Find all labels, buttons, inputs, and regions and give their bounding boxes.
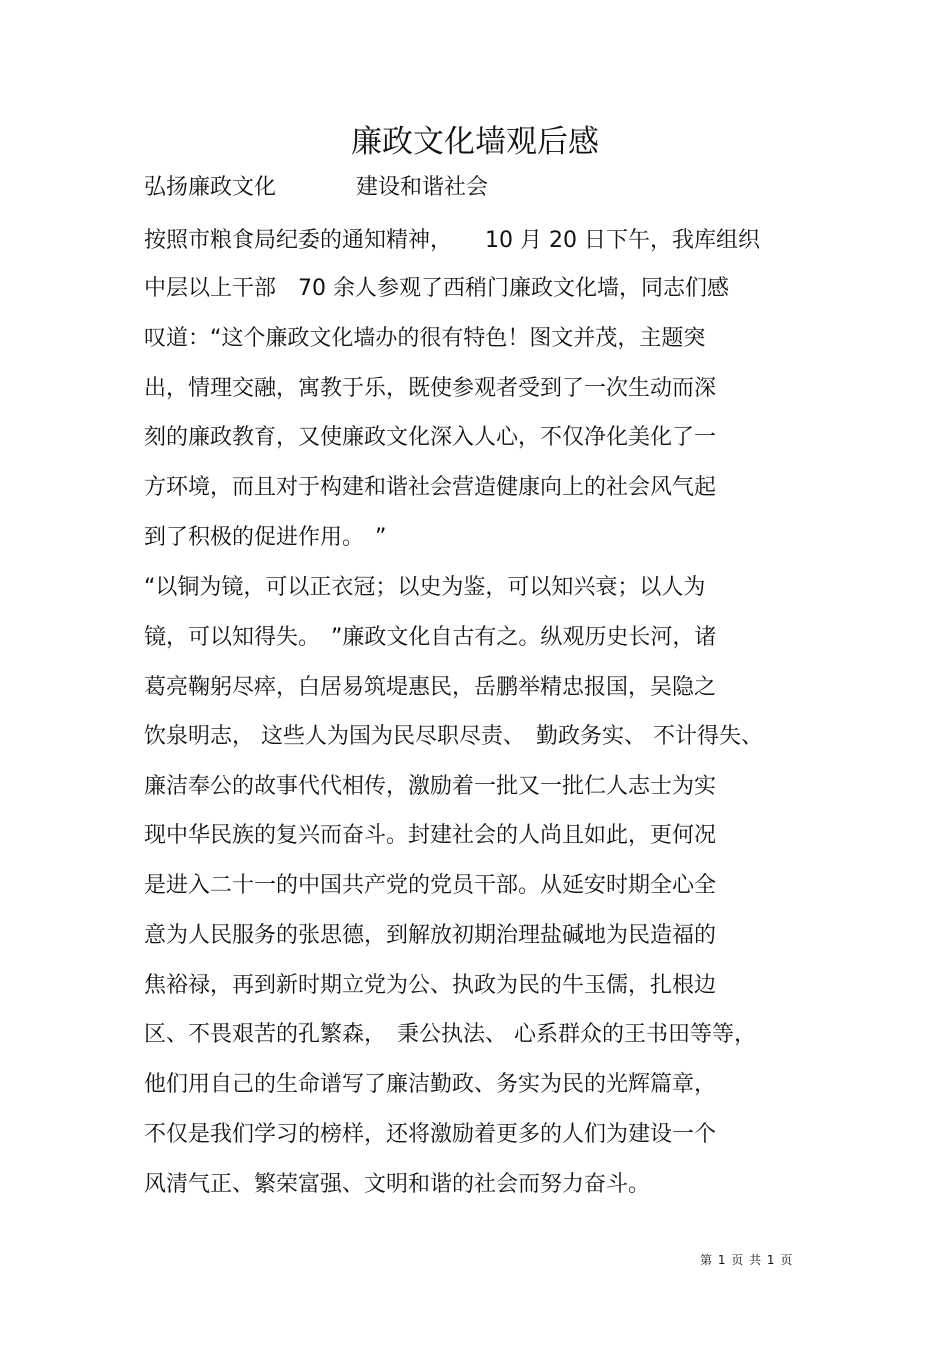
body-line: 中层以上干部 70 余人参观了西稍门廉政文化墙，同志们感 [144, 276, 729, 301]
body-line: “以铜为镜，可以正衣冠；以史为鉴，可以知兴衰；以人为 [144, 575, 706, 600]
subtitle-right: 建设和谐社会 [356, 175, 489, 200]
body-line: 他们用自己的生命谱写了廉洁勤政、务实为民的光辉篇章， [144, 1072, 717, 1097]
body-line: 到了积极的促进作用。 ” [144, 525, 387, 550]
body-line: 现中华民族的复兴而奋斗。封建社会的人尚且如此，更何况 [144, 823, 717, 848]
body-line: 按照市粮食局纪委的通知精神， 10 月 20 日下午，我库组织 [144, 228, 760, 253]
body-line: 意为人民服务的张思德，到解放初期治理盐碱地为民造福的 [144, 923, 717, 948]
body-line: 区、不畏艰苦的孔繁森， 秉公执法、 心系群众的王书田等等， [144, 1022, 756, 1047]
body-line: 叹道：“这个廉政文化墙办的很有特色！图文并茂，主题突 [144, 326, 706, 351]
body-line: 焦裕禄，再到新时期立党为公、执政为民的牛玉儒，扎根边 [144, 973, 717, 998]
subtitle [144, 168, 488, 208]
page-title: 廉政文化墙观后感 [351, 124, 599, 160]
subtitle-left: 弘扬廉政文化 [144, 175, 277, 200]
body-line: 方环境，而且对于构建和谐社会营造健康向上的社会风气起 [144, 475, 717, 500]
body-line: 出，情理交融，寓教于乐，既使参观者受到了一次生动而深 [144, 376, 717, 401]
body-line: 风清气正、繁荣富强、文明和谐的社会而努力奋斗。 [144, 1172, 651, 1197]
body-line: 不仅是我们学习的榜样，还将激励着更多的人们为建设一个 [144, 1122, 717, 1147]
body-line: 镜，可以知得失。 ”廉政文化自古有之。纵观历史长河，诸 [144, 625, 717, 650]
body-line: 葛亮鞠躬尽瘁，白居易筑堤惠民，岳鹏举精忠报国，吴隐之 [144, 675, 717, 700]
page-number: 第 1 页 共 1 页 [700, 1253, 794, 1267]
body-line: 是进入二十一的中国共产党的党员干部。从延安时期全心全 [144, 873, 717, 898]
body-line: 饮泉明志， 这些人为国为民尽职尽责、 勤政务实、 不计得失、 [144, 724, 763, 749]
body-line: 刻的廉政教育，又使廉政文化深入人心，不仅净化美化了一 [144, 425, 717, 450]
body-line: 廉洁奉公的故事代代相传，激励着一批又一批仁人志士为实 [144, 774, 717, 799]
